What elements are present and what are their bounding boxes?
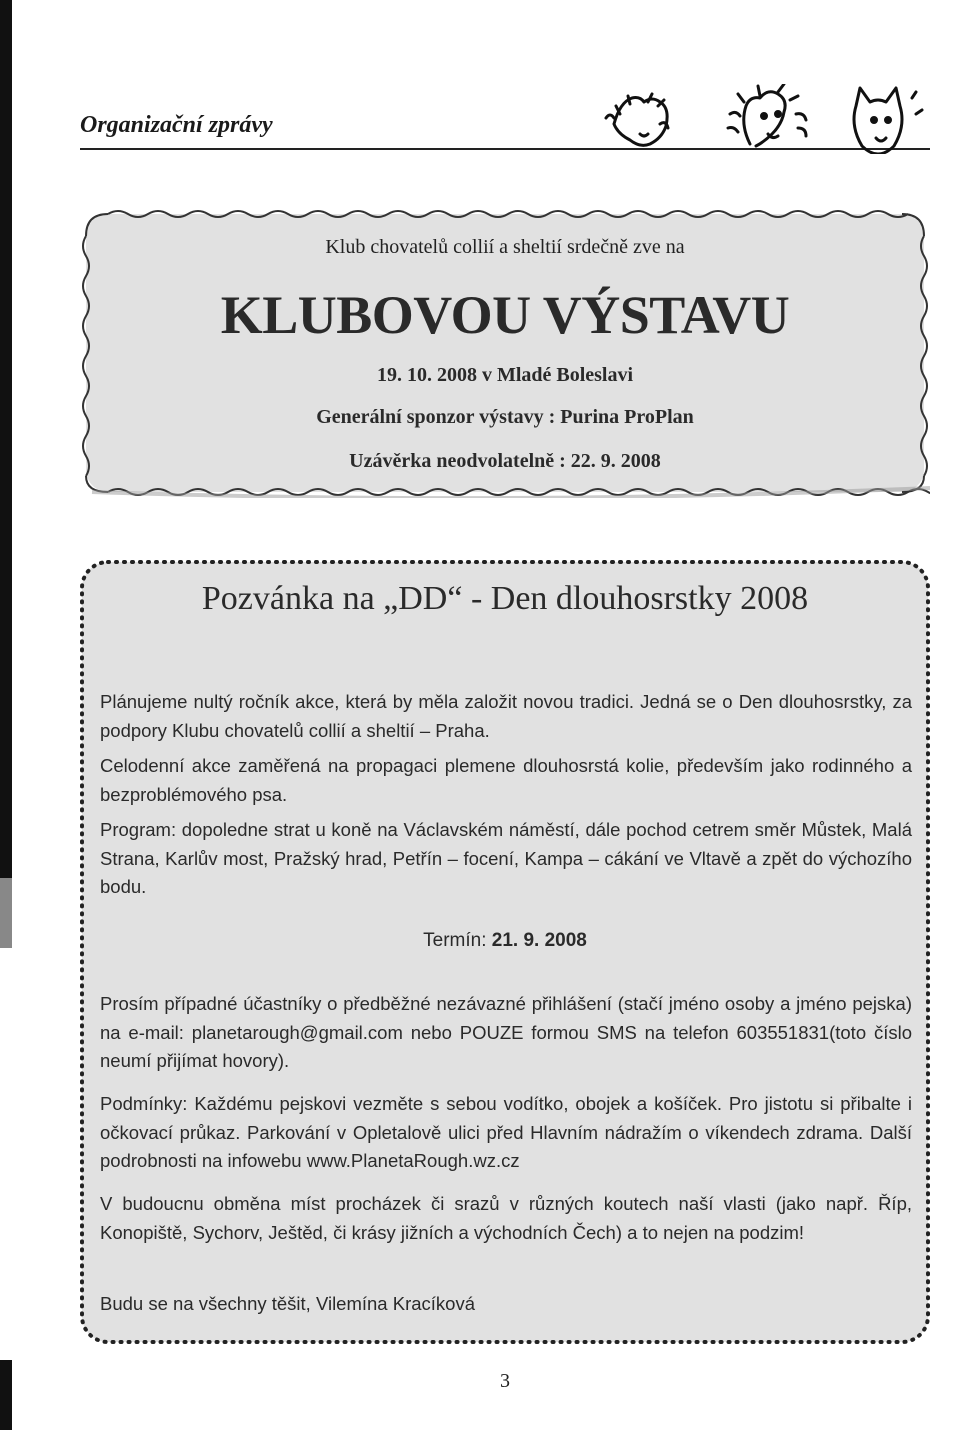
- invitation-intro: Klub chovatelů collií a sheltií srdečně zve na: [325, 236, 685, 258]
- section-title: Organizační zprávy: [80, 112, 273, 138]
- event-term: [76, 930, 934, 952]
- show-title: KLUBOVOU VÝSTAVU: [220, 285, 790, 345]
- collie-dogs-illustration: [600, 84, 930, 154]
- paragraph-registration: Prosím případné účastníky o předběžné nezávazné přihlášení (stačí jméno osoby a jméno pejska) na e-mail: planetarough@gmail.com nebo POUZE formou SMS na telefon 603551831(toto číslo neumí přijímat hovory).: [100, 993, 912, 1071]
- paragraph-program: Program: dopoledne strat u koně na Václavském náměstí, dále pochod cetrem směr Můstek, Malá Strana, Karlův most, Pražský hrad, Petřín – focení, Kampa – cákání ve Vltavě a zpět do výchozího bodu.: [100, 819, 912, 897]
- paragraph-event-aim: Celodenní akce zaměřená na propagaci plemene dlouhosrstá kolie, především jako rodinného a bezproblémového psa.: [100, 755, 912, 805]
- term-label: Termín:: [423, 930, 492, 951]
- page-edge-mark: [0, 878, 12, 948]
- show-sponsor: Generální sponzor výstavy : Purina ProPlan: [316, 406, 694, 428]
- page-number: 3: [500, 1370, 510, 1392]
- signature: Budu se na všechny těšit, Vilemína Kracíková: [100, 1293, 475, 1314]
- show-date-place: 19. 10. 2008 v Mladé Boleslavi: [376, 364, 634, 386]
- term-date: 21. 9. 2008: [491, 930, 587, 951]
- invitation-title: Pozvánka na „DD“ - Den dlouhosrstky 2008: [201, 580, 809, 617]
- page-header: [80, 84, 930, 156]
- paragraph-future: V budoucnu obměna míst procházek či srazů v různých koutech naší vlasti (jako např. Říp, Konopiště, Sychorv, Ještěd, či krásy jižních a východních Čech) a to nejen na podzim!: [100, 1193, 912, 1243]
- page-edge-mark: [0, 0, 12, 878]
- show-deadline: Uzávěrka neodvolatelně : 22. 9. 2008: [349, 450, 661, 472]
- dd-invitation: [76, 556, 934, 1348]
- paragraph-intro: Plánujeme nultý ročník akce, která by měla založit novou tradici. Jedná se o Den dlouhosrstky, za podpory Klubu chovatelů collií a sheltií – Praha.: [100, 691, 912, 741]
- paragraph-conditions: Podmínky: Každému pejskovi vezměte s sebou vodítko, obojek a košíček. Pro jistotu si přibalte i očkovací průkaz. Parkování v Opletalově ulici před Hlavním nádražím o víkendech zdrama. Další podrobnosti na infowebu www.PlanetaRough.wz.cz: [100, 1093, 912, 1171]
- club-show-announcement: [80, 208, 930, 498]
